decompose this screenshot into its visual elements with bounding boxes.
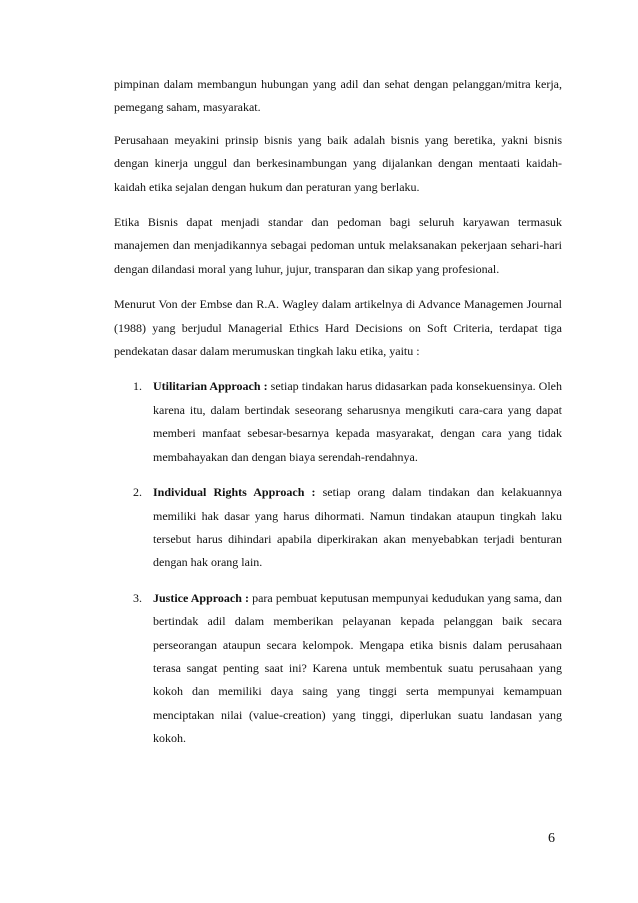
paragraph-three-approaches-intro: Menurut Von der Embse dan R.A. Wagley dalam artikelnya di Advance Managemen Journal (1988) yang berjudul Managerial Ethics Hard Decisions on Soft Criteria, terdapat tiga pendekatan dasar dalam merumuskan tingkah laku etika, yaitu : [114, 297, 562, 359]
paragraph-business-principle: Perusahaan meyakini prinsip bisnis yang baik adalah bisnis yang beretika, yakni bisnis dengan kinerja unggul dan berkesinambungan yang dijalankan dengan mentaati kaidah-kaidah etika sejalan dengan hukum dan peraturan yang berlaku. [114, 132, 562, 194]
list-number: 2. [133, 485, 142, 500]
list-item-justice [114, 587, 562, 751]
paragraph-business-ethics: Etika Bisnis dapat menjadi standar dan pedoman bagi seluruh karyawan termasuk manajemen dan menjadikannya sebagai pedoman untuk melaksanakan pekerjaan sehari-hari dengan dilandasi moral yang luhur, jujur, transparan dan sikap yang profesional. [114, 215, 562, 276]
approach-term: Justice Approach : [153, 590, 253, 605]
list-item-utilitarian [114, 375, 562, 469]
approach-term: Utilitarian Approach : [153, 379, 271, 394]
list-number: 1. [133, 379, 142, 394]
page-body [114, 73, 562, 763]
paragraph-continuation: pimpinan dalam membangun hubungan yang adil dan sehat dengan pelanggan/mitra kerja, pemegang saham, masyarakat. [114, 77, 562, 115]
approach-description: para pembuat keputusan mempunyai kedudukan yang sama, dan bertindak adil dalam memberikan pelayanan kepada pelanggan baik secara perseorangan ataupun secara kelompok. Mengapa etika bisnis dalam perusahaan terasa sangat penting saat ini? Karena untuk membentuk suatu perusahaan yang kokoh dan memiliki daya saing yang tinggi serta mempunyai kemampuan menciptakan nilai (value-creation) yang tinggi, diperlukan suatu landasan yang kokoh. [153, 590, 562, 746]
approach-term: Individual Rights Approach : [153, 485, 323, 500]
list-number: 3. [133, 590, 142, 605]
approach-description: setiap orang dalam tindakan dan kelakuannya memiliki hak dasar yang harus dihormati. Namun tindakan ataupun tingkah laku tersebut harus dihindari apabila diperkirakan akan menyebabkan terjadi benturan dengan hak orang lain. [153, 485, 562, 570]
page-number: 6 [548, 831, 555, 846]
approach-description: setiap tindakan harus didasarkan pada konsekuensinya. Oleh karena itu, dalam bertindak seseorang seharusnya mengikuti cara-cara yang dapat memberi manfaat sebesar-besarnya kepada masyarakat, dengan cara yang tidak membahayakan dan dengan biaya serendah-rendahnya. [153, 379, 563, 464]
approaches-list [114, 375, 562, 750]
list-item-individual-rights [114, 481, 562, 575]
